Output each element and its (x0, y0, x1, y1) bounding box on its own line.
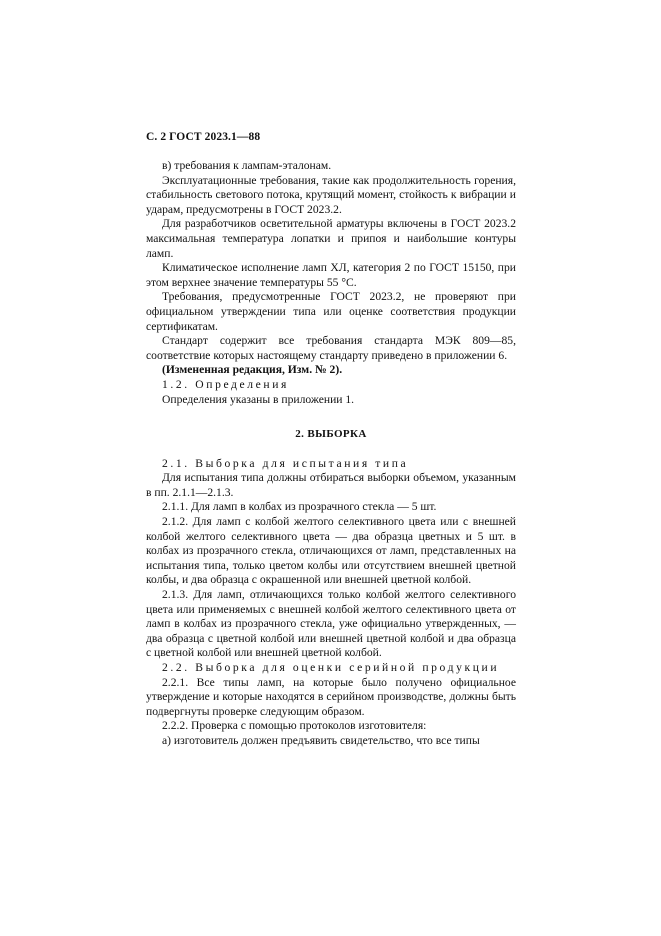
paragraph-iec-compliance: Стандарт содержит все требования стандарта МЭК 809—85, соответствие которых настоящему стандарту приведено в приложении 6. (146, 334, 516, 362)
paragraph-not-checked-requirements: Требования, предусмотренные ГОСТ 2023.2, не проверяют при официальном утверждении типа или оценке соответствия продукции сертификатам. (146, 290, 516, 333)
clause-2-1-text: Для испытания типа должны отбираться выборки объемом, указанным в пп. 2.1.1—2.1.3. (146, 471, 516, 499)
definitions-text: Определения указаны в приложении 1. (162, 392, 355, 406)
page-header: С. 2 ГОСТ 2023.1—88 (146, 131, 261, 143)
definitions-heading: 1.2. Определения (162, 377, 289, 391)
clause-2-1-2: 2.1.2. Для ламп с колбой желтого селективного цвета или с внешней колбой желтого селективного цвета — два образца цветных и 5 шт. в колбах из прозрачного стекла, отличающихся от ламп, представленных на испытания типа, только цветом колбы или отсутствием внешней цветной колбы, и два образца с окрашенной или внешней цветной колбой. (146, 515, 516, 587)
paragraph-luminaire-developers: Для разработчиков осветительной арматуры включены в ГОСТ 2023.2 максимальная температура лопатки и припоя и наибольшие контуры ламп. (146, 217, 516, 260)
clause-2-2-2-a: а) изготовитель должен предъявить свидетельство, что все типы (162, 733, 480, 747)
clause-2-2-1: 2.2.1. Все типы ламп, на которые было получено официальное утверждение и которые находятся в серийном производстве, должны быть подвергнуты проверке следующим образом. (146, 675, 516, 718)
clause-2-1-1: 2.1.1. Для ламп в колбах из прозрачного стекла — 5 шт. (162, 500, 437, 514)
document-body (146, 159, 516, 749)
clause-2-1-heading: 2.1. Выборка для испытания типа (162, 456, 409, 470)
paragraph-climatic-version: Климатическое исполнение ламп ХЛ, категория 2 по ГОСТ 15150, при этом верхнее значение температуры 55 °С. (146, 261, 516, 289)
clause-2-1-3: 2.1.3. Для ламп, отличающихся только колбой желтого селективного цвета или применяемых с внешней колбой желтого селективного цвета от ламп в колбах из прозрачного стекла, уже официально утвержденных, — два образца с цветной колбой или внешней цветной колбой и два образца с цветной колбой или внешней цветной колбой. (146, 588, 516, 660)
clause-2-2-heading: 2.2. Выборка для оценки серийной продукции (162, 661, 500, 674)
paragraph-operational-requirements: Эксплуатационные требования, такие как продолжительность горения, стабильность светового потока, крутящий момент, стойкость к вибрации и ударам, предусмотрены в ГОСТ 2023.2. (146, 173, 516, 216)
clause-2-2-2: 2.2.2. Проверка с помощью протоколов изготовителя: (162, 719, 427, 733)
section-2-title: 2. ВЫБОРКА (295, 428, 367, 441)
paragraph-requirements-reference-lamps: в) требования к лампам-эталонам. (162, 159, 332, 172)
section-spacer (146, 442, 516, 457)
revision-note: (Измененная редакция, Изм. № 2). (162, 363, 343, 377)
section-spacer (146, 407, 516, 427)
